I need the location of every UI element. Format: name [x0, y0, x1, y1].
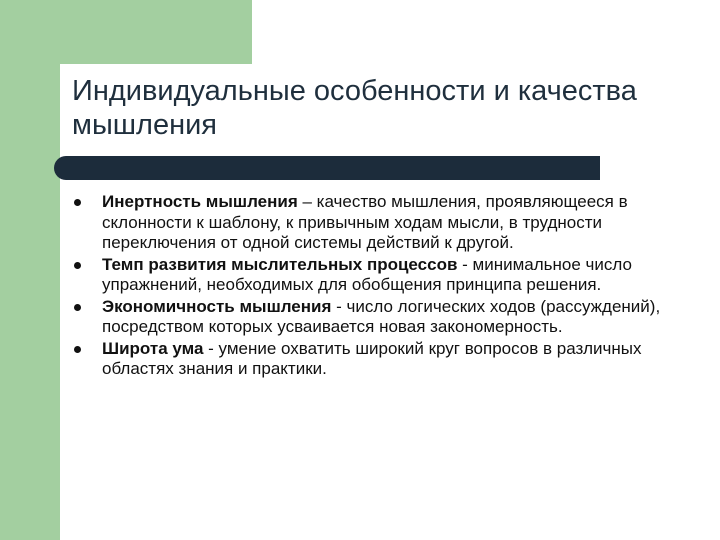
- item-term: Инертность мышления: [102, 192, 298, 211]
- green-side-band: [0, 0, 60, 540]
- bullet-icon: [74, 304, 81, 311]
- green-top-band: [0, 0, 252, 64]
- item-text: - умение охватить широкий круг вопросов в различных областях знания и практики.: [102, 338, 642, 378]
- list-item: [72, 192, 672, 254]
- bullet-icon: [74, 262, 81, 269]
- list-item: [72, 255, 672, 296]
- item-text: - число логических ходов (рассуждений), посредством которых усваивается новая закономерность.: [102, 296, 661, 336]
- slide-title: Индивидуальные особенности и качества мышления: [72, 75, 637, 141]
- list-item: [72, 339, 672, 380]
- item-text: - минимальное число упражнений, необходимых для обобщения принципа решения.: [102, 254, 632, 294]
- bullet-list: [72, 192, 672, 381]
- title-underline-bar: [54, 156, 600, 180]
- bullet-icon: [74, 346, 81, 353]
- item-term: Экономичность мышления: [102, 296, 332, 316]
- bullet-icon: [74, 199, 81, 206]
- item-term: Темп развития мыслительных процессов: [102, 254, 458, 274]
- list-item: [72, 297, 672, 338]
- item-text: – качество мышления, проявляющееся в склонности к шаблону, к привычным ходам мысли, в трудности переключения от одной системы действий к другой.: [102, 192, 628, 252]
- item-term: Широта ума: [102, 338, 204, 358]
